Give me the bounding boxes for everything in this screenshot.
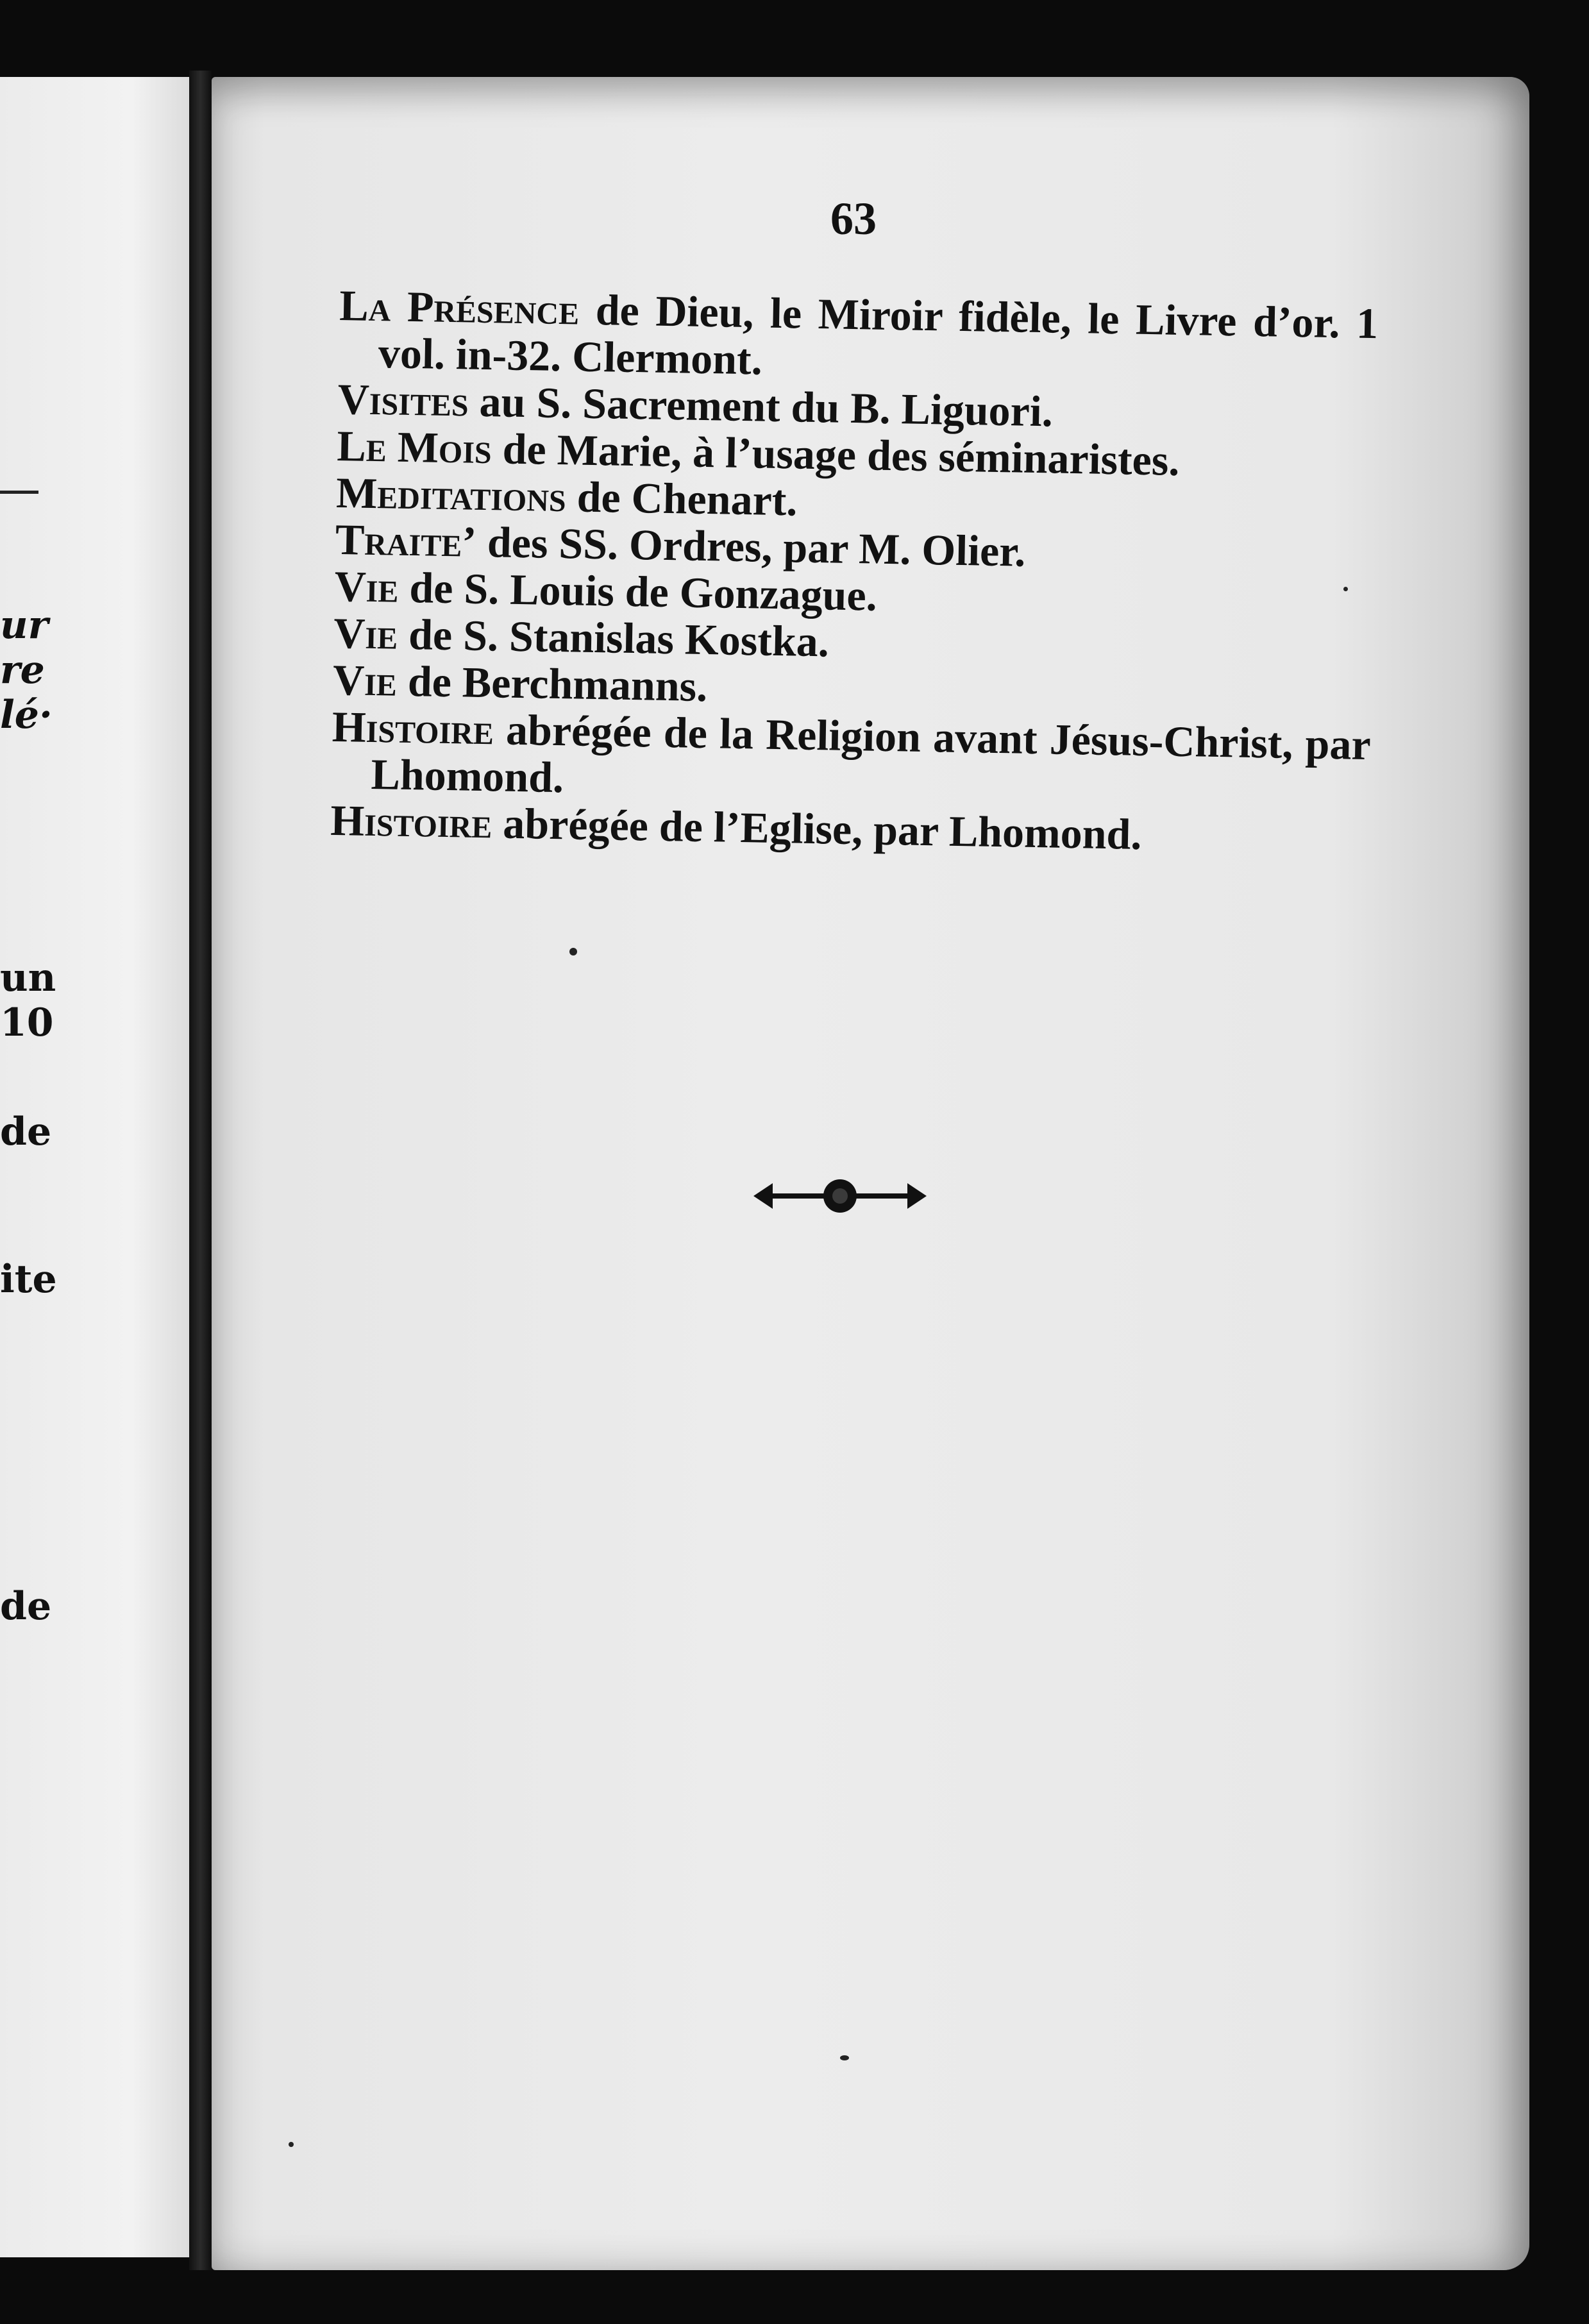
entry-text: de S. Stanislas Kostka. xyxy=(397,609,830,666)
entry-lead: Histoire xyxy=(332,702,494,754)
entry-lead: Traite’ xyxy=(335,514,477,566)
entry-lead: Vie xyxy=(332,655,398,705)
print-speck xyxy=(289,2142,294,2147)
entry-text: de Dieu, le Miroir fidèle, le Livre d’or. 1 vol. in-32. Clermont. xyxy=(378,285,1379,384)
facing-page-fragment: de xyxy=(0,1584,52,1629)
entry-lead: Histoire xyxy=(330,795,493,848)
book-list xyxy=(330,282,1379,862)
book-gutter xyxy=(189,71,212,2270)
facing-page-fragment: ite xyxy=(0,1257,57,1302)
facing-page-rule xyxy=(0,491,38,494)
facing-page-fragment: un xyxy=(0,956,56,1000)
entry-text: de Berchmanns. xyxy=(396,656,708,711)
entry-lead: Meditations xyxy=(335,467,567,521)
entry-text: de S. Louis de Gonzague. xyxy=(398,562,878,620)
page-number: 63 xyxy=(830,193,877,244)
facing-page-fragment: lé· xyxy=(0,693,53,737)
entry-text: au S. Sacrement du B. Liguori. xyxy=(468,376,1054,436)
print-speck xyxy=(840,2055,849,2060)
entry-text: abrégée de l’Eglise, par Lhomond. xyxy=(491,798,1143,859)
facing-page-fragment: re xyxy=(0,648,45,693)
facing-page-fragment: ur xyxy=(0,603,49,648)
entry-lead: Le Mois xyxy=(336,421,492,473)
entry-lead: La Présence xyxy=(339,281,580,334)
entry-text: de Chenart. xyxy=(566,472,798,525)
facing-page xyxy=(0,77,189,2257)
facing-page-fragment: 10 xyxy=(0,1000,54,1045)
print-speck xyxy=(569,948,577,956)
entry-lead: Vie xyxy=(334,561,399,612)
entry-text: des SS. Ordres, par M. Olier. xyxy=(476,517,1026,576)
entry-lead: Visites xyxy=(337,374,469,426)
print-speck xyxy=(1343,587,1348,591)
entry-text: de Marie, à l’usage des séminaristes. xyxy=(491,424,1181,485)
facing-page-fragment: de xyxy=(0,1109,52,1154)
entry-text: abrégée de la Religion avant Jésus-Christ, par Lhomond. xyxy=(370,705,1372,802)
entry-lead: Vie xyxy=(333,608,398,659)
ornament-icon xyxy=(753,1167,927,1225)
